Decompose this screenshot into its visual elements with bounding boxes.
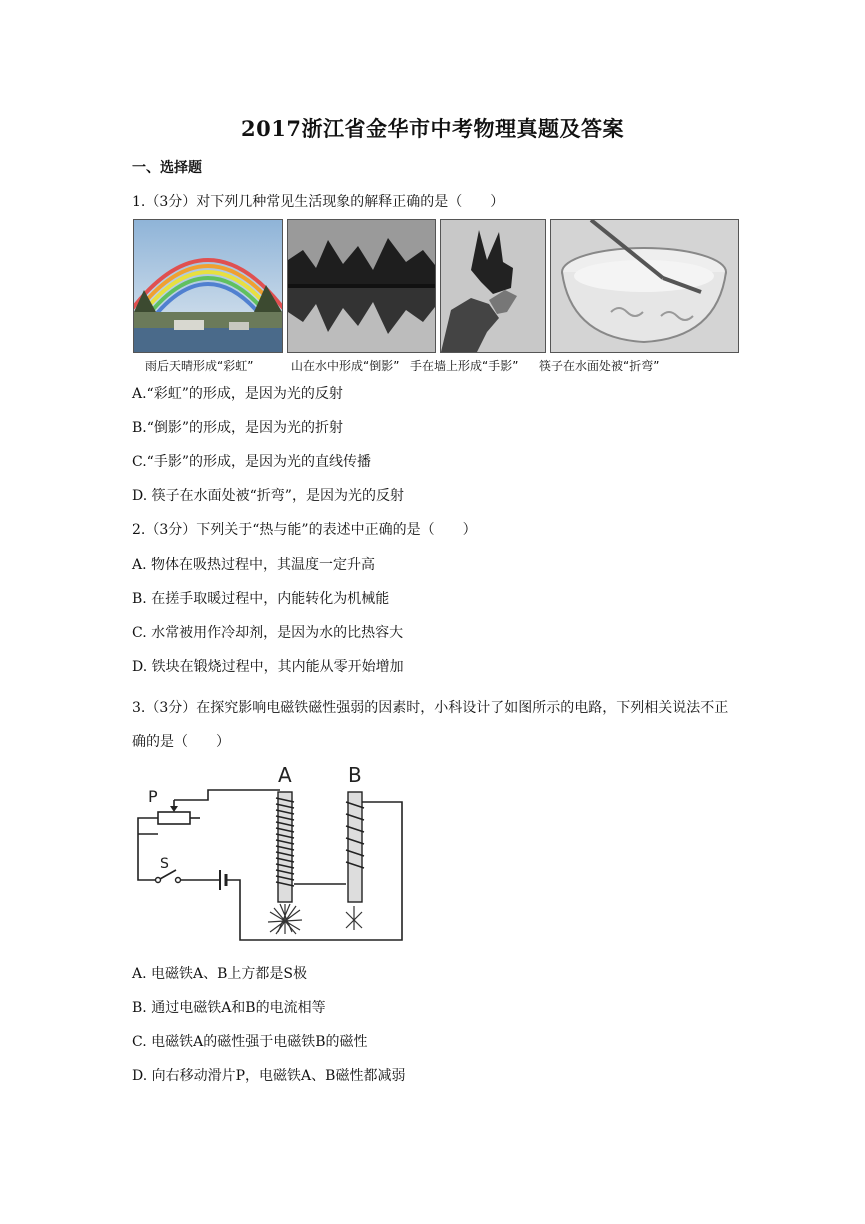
b-label: B (348, 763, 362, 787)
q1-option-b: B.“倒影”的形成，是因为光的折射 (132, 420, 344, 436)
q3-option-c: C. 电磁铁A的磁性强于电磁铁B的磁性 (132, 1034, 368, 1050)
q2-option-d: D. 铁块在锻烧过程中，其内能从零开始增加 (132, 659, 404, 675)
rainbow-photo (133, 219, 283, 353)
bowl-chopsticks-photo (550, 219, 739, 353)
section-heading: 一、选择题 (132, 160, 202, 176)
electromagnet-circuit-diagram (130, 762, 420, 947)
caption-reflection: 山在水中形成“倒影” (291, 359, 400, 373)
s-label: S (160, 856, 169, 872)
q1-photo-strip (133, 219, 738, 379)
q1-stem: 1.（3分）对下列几种常见生活现象的解释正确的是（ ） (132, 194, 505, 210)
q2-option-b: B. 在搓手取暖过程中，内能转化为机械能 (132, 591, 390, 607)
q2-option-a: A. 物体在吸热过程中，其温度一定升高 (132, 557, 376, 573)
q3-option-a: A. 电磁铁A、B上方都是S极 (132, 966, 307, 982)
caption-hand-shadow: 手在墙上形成“手影” (410, 359, 519, 373)
q3-option-d: D. 向右移动滑片P，电磁铁A、B磁性都减弱 (132, 1068, 406, 1084)
caption-chopsticks: 筷子在水面处被“折弯” (539, 359, 660, 373)
q3-stem: 3.（3分）在探究影响电磁铁磁性强弱的因素时，小科设计了如图所示的电路，下列相关说法不正确的是（ ） (132, 700, 729, 750)
caption-rainbow: 雨后天晴形成“彩虹” (145, 359, 254, 373)
q2-stem: 2.（3分）下列关于“热与能”的表述中正确的是（ ） (132, 522, 477, 538)
q3-option-b: B. 通过电磁铁A和B的电流相等 (132, 1000, 326, 1016)
q2-option-c: C. 水常被用作冷却剂，是因为水的比热容大 (132, 625, 404, 641)
q1-option-a: A.“彩虹”的形成，是因为光的反射 (132, 386, 343, 402)
a-label: A (278, 763, 292, 787)
p-label: P (148, 787, 158, 806)
q1-option-d: D. 筷子在水面处被“折弯”，是因为光的反射 (132, 488, 404, 504)
q1-option-c: C.“手影”的形成，是因为光的直线传播 (132, 454, 371, 470)
page-title: 2017浙江省金华市中考物理真题及答案 (241, 116, 624, 141)
hand-shadow-photo (440, 219, 546, 353)
mountain-reflection-photo (287, 219, 436, 353)
